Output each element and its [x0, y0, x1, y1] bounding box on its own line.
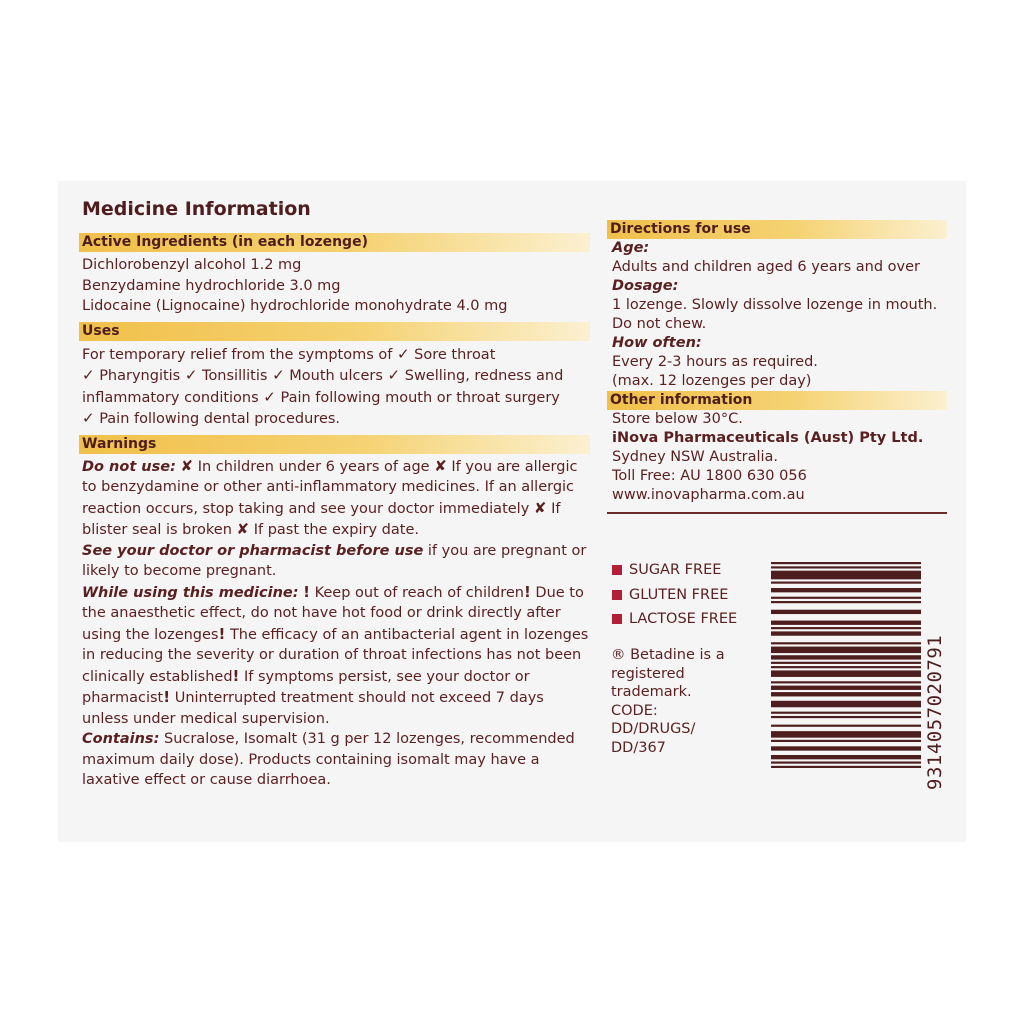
trademark-line: ® Betadine is a	[611, 647, 725, 663]
barcode-bar	[771, 655, 921, 659]
barcode-bar	[771, 746, 921, 750]
trademark-notice	[611, 646, 761, 758]
barcode-bar	[771, 621, 921, 625]
red-square-icon	[612, 590, 622, 600]
use-item: Mouth ulcers	[289, 368, 383, 384]
barcode-bar	[771, 670, 921, 677]
barcode-bar	[771, 716, 921, 718]
barcode-bar	[771, 588, 921, 592]
dosage-text: 1 lozenge. Slowly dissolve lozenge in mouth. Do not chew.	[612, 297, 938, 332]
barcode-number: 9314057020791	[924, 634, 946, 790]
while-using-paragraph	[82, 582, 594, 730]
ingredient-line: Benzydamine hydrochloride 3.0 mg	[82, 277, 341, 294]
use-item: Pain following mouth or throat surgery	[280, 389, 560, 406]
left-column	[82, 198, 594, 791]
dosage-label: Dosage:	[612, 278, 679, 294]
warning-item: If blister seal is broken	[82, 500, 561, 538]
barcode-bar	[771, 647, 921, 654]
barcode-bar	[771, 631, 921, 635]
while-using-label: While using this medicine:	[82, 584, 299, 601]
warning-item: Keep out of reach of children	[314, 584, 524, 601]
barcode-bar	[771, 725, 921, 727]
barcode-bar	[771, 692, 921, 696]
how-often-max: (max. 12 lozenges per day)	[612, 373, 812, 389]
barcode-bar	[771, 755, 921, 759]
check-icon: ✓	[82, 366, 95, 384]
claim-item	[612, 583, 737, 608]
exclamation-icon: !	[218, 624, 226, 643]
claim-item	[612, 607, 737, 632]
warning-item: If past the expiry date.	[253, 522, 419, 538]
use-item: Tonsillitis	[202, 368, 268, 384]
check-icon: ✓	[82, 409, 95, 427]
uses-intro: For temporary relief from the symptoms of	[82, 346, 393, 363]
claim-label: GLUTEN FREE	[629, 586, 729, 603]
do-not-use-label: Do not use:	[82, 458, 176, 475]
barcode-bar	[771, 627, 921, 629]
warning-item: The efficacy of an antibacterial agent in lozenges in reducing the severity or duration of throat infections has not been clinically established	[82, 626, 589, 685]
ingredient-line: Dichlorobenzyl alcohol 1.2 mg	[82, 257, 302, 273]
page-title: Medicine Information	[82, 198, 311, 220]
see-doctor-paragraph	[82, 541, 594, 582]
active-ingredients-list	[82, 255, 594, 317]
red-square-icon	[612, 565, 622, 575]
check-icon: ✓	[184, 366, 198, 384]
other-info-heading: Other information	[607, 391, 947, 410]
warning-item: In children under 6 years of age	[197, 458, 430, 475]
directions-heading: Directions for use	[607, 220, 947, 239]
barcode-bar	[771, 666, 921, 668]
ingredient-line: Lidocaine (Lignocaine) hydrochloride monohydrate 4.0 mg	[82, 298, 508, 314]
barcode-bar	[771, 566, 921, 568]
use-item: Swelling, redness and inflammatory conditions	[82, 368, 564, 406]
right-column	[607, 220, 947, 514]
barcode-bar	[771, 712, 921, 714]
check-icon: ✓	[387, 366, 401, 384]
use-item: Pharyngitis	[99, 368, 181, 384]
red-square-icon	[612, 614, 622, 624]
check-icon: ✓	[263, 387, 276, 406]
cross-icon: ✘	[236, 520, 250, 538]
see-doctor-text: if you are pregnant or likely to become pregnant.	[82, 542, 587, 579]
exclamation-icon: !	[523, 582, 531, 601]
cross-icon: ✘	[180, 456, 194, 475]
use-item: Pain following dental procedures.	[99, 411, 341, 427]
barcode-bar	[771, 740, 921, 742]
warning-item: If you are allergic to benzydamine or other anti-inflammatory medicines. If an allergic reaction occurs, stop taking and see your doctor immediately	[82, 458, 578, 517]
barcode-bar	[771, 597, 921, 599]
barcode-bars	[771, 562, 921, 768]
trademark-line: CODE:	[611, 702, 658, 719]
age-label: Age:	[612, 240, 650, 256]
product-claims	[612, 558, 737, 632]
warning-item: If symptoms persist, see your doctor or pharmacist	[82, 668, 530, 706]
warning-item: Due to the anaesthetic effect, do not have hot food or drink directly after using the lozenges	[82, 584, 584, 643]
exclamation-icon: !	[232, 666, 240, 685]
company-name: iNova Pharmaceuticals (Aust) Pty Ltd.	[612, 430, 924, 446]
use-item: Sore throat	[414, 346, 496, 363]
claim-label: LACTOSE FREE	[629, 611, 738, 628]
barcode-bar	[771, 610, 921, 614]
barcode-bar	[771, 681, 921, 683]
how-often-label: How often:	[612, 335, 702, 351]
barcode-bar	[771, 662, 921, 664]
exclamation-icon: !	[303, 582, 310, 601]
exclamation-icon: !	[163, 688, 171, 706]
barcode-bar	[771, 686, 921, 690]
barcode-bar	[771, 642, 921, 644]
warning-item: Uninterrupted treatment should not exceed 7 days unless under medical supervision.	[82, 690, 544, 727]
other-info-body	[607, 410, 947, 505]
how-often-text: Every 2-3 hours as required.	[612, 354, 818, 370]
claim-label: SUGAR FREE	[629, 562, 722, 579]
website-link: www.inovapharma.com.au	[612, 487, 805, 503]
cross-icon: ✘	[434, 456, 447, 475]
barcode-bar	[771, 571, 921, 580]
see-doctor-label: See your doctor or pharmacist before use	[82, 542, 424, 559]
age-text: Adults and children aged 6 years and over	[612, 259, 921, 275]
directions-body	[607, 239, 947, 391]
trademark-line: DD/367	[611, 739, 666, 756]
warnings-heading: Warnings	[79, 435, 590, 454]
divider	[607, 512, 947, 514]
warnings-text	[82, 456, 594, 791]
check-icon: ✓	[272, 366, 285, 384]
contains-label: Contains:	[82, 731, 160, 747]
barcode-bar	[771, 562, 921, 564]
do-not-use-paragraph	[82, 456, 594, 541]
contains-paragraph	[82, 729, 594, 791]
trademark-line: registered	[611, 665, 685, 682]
barcode-bar	[771, 601, 921, 603]
check-icon: ✓	[396, 344, 410, 363]
barcode-bar	[771, 731, 921, 738]
company-location: Sydney NSW Australia.	[612, 449, 779, 465]
toll-free-number: Toll Free: AU 1800 630 056	[612, 468, 807, 484]
barcode-bar	[771, 701, 921, 708]
claim-item	[612, 558, 737, 583]
storage-text: Store below 30°C.	[612, 411, 743, 427]
contains-text: Sucralose, Isomalt (31 g per 12 lozenges, recommended maximum daily dose). Products containing isomalt may have a laxative effect or cause diarrhoea.	[82, 731, 575, 788]
uses-heading: Uses	[79, 322, 590, 341]
barcode-bar	[771, 761, 921, 763]
uses-text	[82, 344, 594, 430]
barcode-bar	[771, 582, 921, 584]
barcode-bar	[771, 766, 921, 768]
active-ingredients-heading: Active Ingredients (in each lozenge)	[79, 233, 590, 252]
barcode	[771, 562, 947, 790]
cross-icon: ✘	[533, 498, 547, 517]
trademark-line: DD/DRUGS/	[611, 721, 696, 738]
trademark-line: trademark.	[611, 684, 692, 701]
